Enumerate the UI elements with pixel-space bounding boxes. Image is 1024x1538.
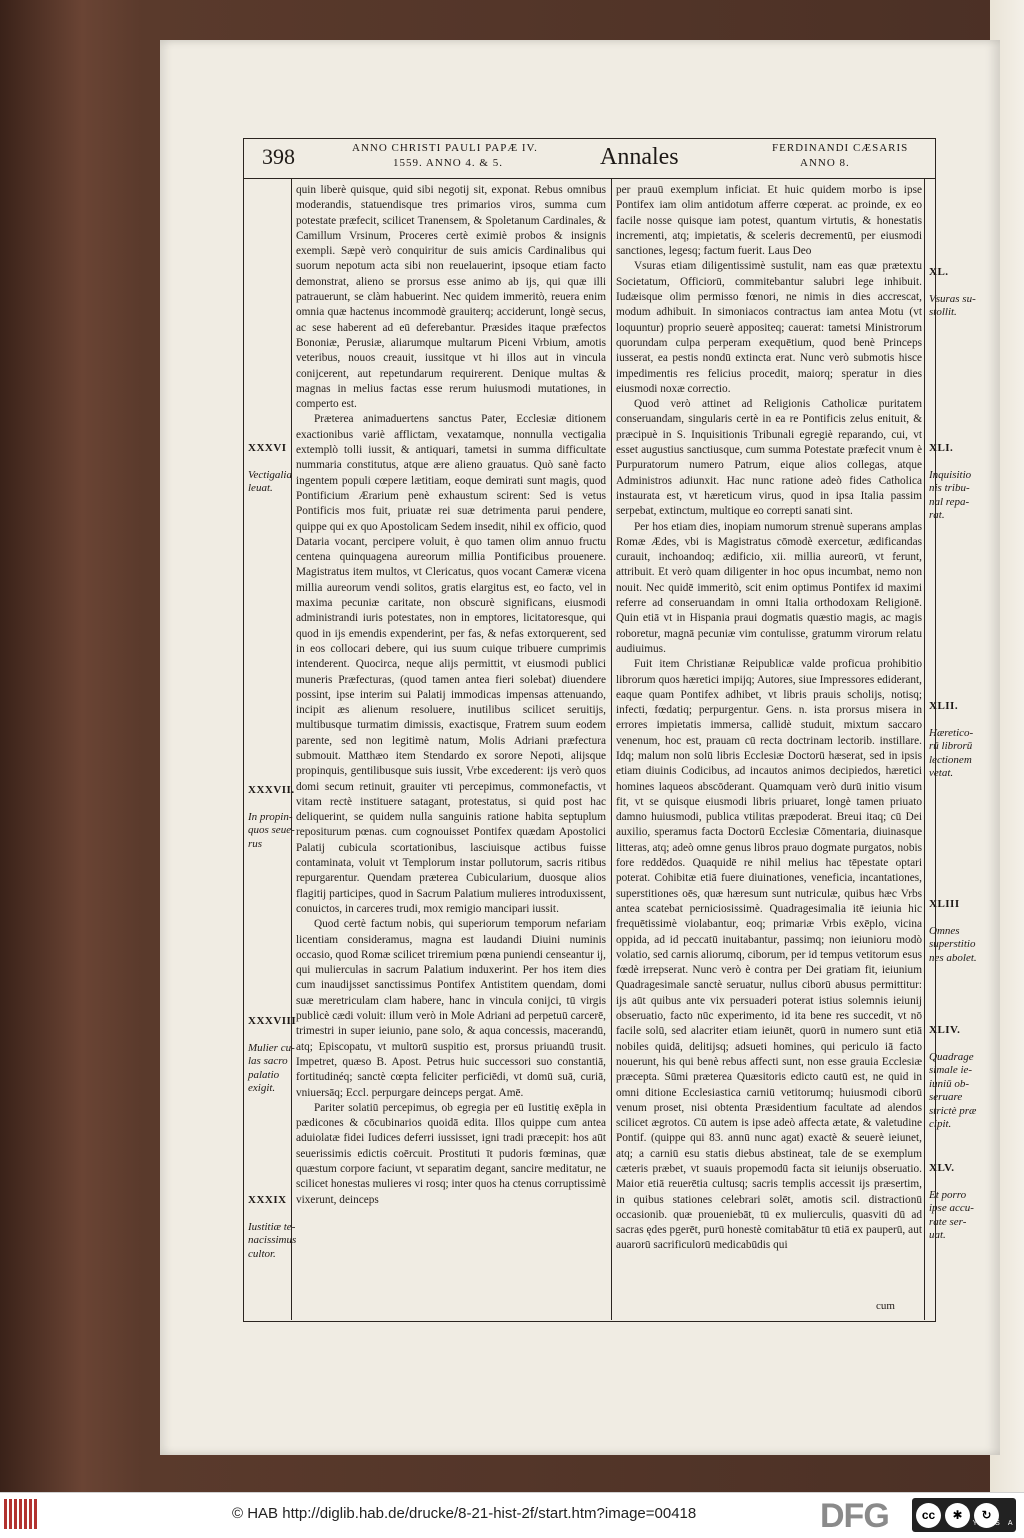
paragraph: Quod certè factum nobis, qui superiorum temporum nefariam licentiam consideramus, magna est laudandi Diuini numinis occasio, quod Romæ scilicet triremium pœna puniendi censeantur ij, qui mulierculas in sacrum Palatium induxerint. Per hos item dies cum inaudijsset sanctissimus Pontifex Antistitem quendam, domi suæ meretriculam clam habere, hanc in vincula conijci, tū virgis publicè cædi voluit: illum verò in Mole Adriani ad perpetuū carcerē, trimestri in super ieiunio, pane solo, & aqua concessis, macerandū, atq; Episcopatu, vt multorū suspitio est, prorsus priuandū trusit. Impetret, quæso B. Apost. Petrus huic successori suo constantiā, fortitudinéq; sanctè cœpta feliciter perficiēdi, vt domū suā, curiā, vniuersāq; Eccl. perpurgare deinceps pergat. Amē. [296,918,606,1099]
header-right-line2: ANNO 8. [800,157,850,169]
margin-note [929,686,973,781]
margin-note-number: XLI. [929,441,954,454]
catchword: cum [876,1300,895,1312]
right-margin-rule [924,178,925,1320]
margin-note-text: Vsuras su- stollit. [929,292,976,318]
margin-note-text: Hæretico- rū librorū lectionem vetat. [929,726,974,779]
margin-note-number: XXXVI [248,441,287,454]
margin-note [929,1010,976,1132]
dfg-logo[interactable]: DFG [820,1497,889,1535]
sa-icon: ↻ [974,1503,999,1528]
left-text-column [296,183,606,1293]
margin-note [929,1148,974,1243]
margin-note-text: Omnes superstitio nes abolet. [929,924,977,964]
margin-note [929,428,971,523]
header-right-line1: FERDINANDI CÆSARIS [772,142,909,154]
margin-note [248,770,295,851]
paragraph: Vsuras etiam diligentissimè sustulit, nam eas quæ prætextu Societatum, Officiorū, commitebantur salubri lege inhibuit. Iudæisque olim permisso fœnori, ne nimis in dies accrescat, modum adhibuit. In simoniacos contractus iam antea Motu (vt loquuntur) proprio seuerè appositeq; cauerat: tametsi Ministrorum quorundam culpa perperam exequētium, quod benè Princeps iusserat, ea pestis nondū extincta erat. Nunc verò submotis hisce impedimentis res felicius procedit, maiorq; speratur in dies eiusmodi noxæ correctio. [616,260,922,395]
margin-note-number: XLIV. [929,1023,961,1036]
by-icon: ✱ [945,1503,970,1528]
running-title: Annales [600,144,679,170]
right-text-column [616,183,922,1293]
margin-note-number: XXXVII. [248,783,295,796]
margin-note-text: Vectigalia leuat. [248,468,292,494]
page-number: 398 [262,144,295,169]
margin-note-text: Inquisitio nis tribu- nal repa- rat. [929,468,972,521]
margin-note [248,1001,296,1096]
margin-note-text: Iustitiæ te- nacissimus cultor. [248,1220,297,1260]
margin-note-text: Mulier cu- las sacro palatio exigit. [248,1041,295,1094]
paragraph: Pariter solatiū percepimus, ob egregia per eū Iustitię exēpla in pædicones & cōcubinarios quoidā edita. Illos quippe cum antea aduiolatæ fidei Iudices deferri iussisset, igni tradi præcepit: hos aūt seuerissimis edictis coērcuit. Prostituti īt pudoris fœminas, quæ quæstum corpore faciunt, vt separatim degant, sancire meditatur, ne scilicet honestas mulieres vi rosq; inter quos ha ctenus corruptissimè vixerunt, deinceps [296,1101,606,1206]
margin-note-number: XL. [929,265,949,278]
margin-note-text: In propin- quos seue- rus [248,810,295,850]
library-barcode-icon [4,1499,40,1529]
margin-note-number: XLV. [929,1161,955,1174]
paragraph: quin liberè quisque, quid sibi negotij sit, exponat. Rebus omnibus moderandis, statuendisque tres primarios viros, summa cum potestate præfecit, scilicet Tranensem, & Spoletanum Cardinales, & Camillum Vrsinum, Proceres certè eximiè probos & insignis exempli. Sæpè verò conquiritur de suis amicis Cardinalibus qui suorum nepotum acta sibi non reuelauerint, ipsoque etiam facto demonstrat, alieno se prorsus esse animo ab ijs, qui quæ illi patrauerunt, se clàm habuerint. Nec quidem immeritò, reuera enim omnia quæ hactenus incommodè grauiterq; acciderunt, longè secus, ac sese haberent ad eū deferebantur. Præsides itaque præfectos Bononiæ, Perusiæ, aliarumque multarum Piceni Vrbium, amotis veteribus, nouos creauit, iussitque vt hi illos aut in vincula conijcerent, aut repetundarum requirerent. Denique multas & magnas in melius factas esse rerum huiusmodi mutationes, in comperto est. [296,184,606,411]
header-left-line1: ANNO CHRISTI PAULI PAPÆ IV. [352,142,538,154]
margin-note-text: Et porro ipse accu- rate ser- uat. [929,1188,974,1241]
margin-note [929,884,977,965]
license-label: BY [960,1520,986,1527]
margin-note [248,1180,296,1261]
paragraph: Quod verò attinet ad Religionis Catholicæ puritatem conseruandam, singularis certè in ea re Pontificis zelus enituit, & præcipuè in S. Inquisitionis Tribunali egregiè reparando, cui, vt esset augustius sanctiusque, cum summa Potestate præfecit vnum è Purpuratorum numero Patrum, eique alios collegas, atque Administros adiunxit. Hac nunc ratione adeò fides Catholica instaurata est, vt hæreticum virus, quod in ipsa Italia passim serpebat, extinctum, multique eo correpti sanati sint. [616,398,922,518]
margin-note [929,252,976,320]
copyright-link[interactable]: © HAB http://diglib.hab.de/drucke/8-21-hist-2f/start.htm?image=00418 [232,1505,697,1522]
margin-note-number: XXXVIII [248,1014,297,1027]
margin-note-number: XXXIX [248,1193,287,1206]
header-left-line2: 1559. ANNO 4. & 5. [393,157,503,169]
paragraph: Fuit item Christianæ Reipublicæ valde proficua prohibitio librorum quos hæretici impijq; Autores, siue Impressores ediderant, eaque quam Pontifex adhibet, vt libris prauis scholijs, notisq; infecti, fœdatiq; perpurgentur. Gens. n. ista prorsus misera in errores impietatis immersa, callidè studuit, mixtum saccaro venenum, hoc est, prauam cū recta doctrinam lectorib. instillare. Idq; malum non solū libris Ecclesiæ Doctorū hæserat, sed in ipsis etiam diuinis Codicibus, ad incautos animos decipiedos, hæretici homines laqueos abscōderant. Quamquam verò durū initio visum fit, vt se quisque eiusmodi libris priuaret, longè tamen priuato damno huiusmodi, publica vtilitas præpoderat. Breui itaq; cū Dei auxilio, speramus facta Doctorū Ecclesiæ Cōmentaria, diuinasque litteras, atq; adeò omne genus libros prauo dogmate purgatos, nobis fore reddēdos. Quaquidē re nihil melius hac tēpestate optari poterat. Cohibitæ etiā fuere diuinationes, veneficia, incantationes, superstitiones oēs, quæ hæresum sunt nutriculæ, quibus hæc Vrbs antea scatebat perniciosissimè. Quadragesimalia itē ieiunia hic frequētissimè violabantur, eoq; primariæ Vrbis exēplo, vicina oppida, ad id peccatū inuitabantur, passimq; non ieiunioru modò volatio, sed carnis aliorumq, ciborum, per id tempus vetitorum esus fœdè irrepserat. Nunc verò è contra per Dei gratiam fit, ieiunium Quadragesimale sanctè seruatur, nullus ciborū abusus permittitur: ijs aūt quibus ante vix persuaderi poterat istius solemnis ieiunij obseruatio, facto nūc experimento, id ita bene res succedit, vt nō facile solū, sed alacriter etiam ieiunēt, quorū in numero sunt etiā nobiles quidā, delitijsq; adsueti homines, qui periculo iā facto nouerunt, his qui benè rebus affecti sunt, non esse grauia Ecclesiæ præcepta. Sūmi præterea Quæsitoris edicto cautū est, ne quid in omni ditione Ecclesiastica carniū vetitorumq; huiusmodi ciborū venum proset, nisi obtenta Præsidentium facultate ad alendos scilicet ægrotos. Cū autem is ipse adeò affecta ætate, & valetudine Pontif. (quippe qui 83. annū nunc agat) exactè & seuerè ieiunet, atq; a carniū esu statis diebus abstineat, tale de se exemplum cæteris præbet, vt suauis propemodū facta sit ieiunijs obseruatio. Maior etiā reuerētia cultusq; sacris templis accessit ijs præsertim, in quibus stationes celebrari solēt, amotis scil. distractionū occasionib. quæ proueniebāt, tū ex mulierculis, quasviti dū ad sacras ędes pgerēt, purū honestè comitabātur tū etiā ex pauperū, aut auarorū sacrificulorū medicabūdis qui [616,658,922,1252]
header-rule [243,178,935,179]
left-margin-rule [291,178,292,1320]
license-labels [960,1520,1021,1527]
cc-icon: cc [916,1503,941,1528]
paragraph: Præterea animaduertens sanctus Pater, Ecclesiæ ditionem exactionibus variè afflictam, vexatamque, nonnulla vectigalia extemplò tolli iussit, & antiquari, tametsi in summa difficultate nummaria constitutus, atque ære alieno grauatus. Quò sanè facto ingentem populi cœpere lætitiam, eoque demirati sunt magis, quod Pontificium Ærarium penè exhaustum scirent: Sed is vetus Pontificis mos fuit, priuatæ rei suæ detrimenta parui pendere, quippe qui ex quo Apostolicam Sedem insedit, nihil ex officio, quod Dataria vocant, percipere voluit, è quo tamen olim annuo fructu centena quinquagena aureorum millia Pontificibus prouenere. Magistratus item multos, vt Clericatus, quos vocant Cameræ vicena millia aureorum vendi solitos, gratis elargitus est, eo facto, vel in maxima pecuniæ caritate, non obscurè significans, eiusmodi administrandi iuris potestates, non in emptores, licitatoresque, qui quod in ijs emendis expenderint, per fas, & nefas extorquerent, sed in eos collocari debere, qui ius suum cuique tribuere cumprimis intenderent. Quocirca, neque alijs permittit, vt eiusmodi publici muneris Præfecturas, (quod tamen antea fieri solebat) diuendere possint, ipse interim sui Palatij immodicas impensas attenuando, incipit æs alienum resoluere, inutilibus scilicet seruitijs, multibusque turmatim dimissis, exactisque, Fratrem suum eodem parente, sed non legitimè natum, Molis Adriani præfectura submouit. Matthæo item Stendardo ex sorore Nepoti, alijsque propinquis, gentilibusque suis iussit, Vrbe excederent: ijs verò quos domi secum retinuit, grauiter vti percepimus, commonefactis, vt vitam rectè instituere satagant, protestatus, si quid post hac deliquerint, se quidem nulla sanguinis ratione habita septuplum repositurum pœnas. cum cognouisset Pontifex quædam Apostolici Palatij cubicula scortationibus, lasciuisque actibus fuisse contaminata, voluit vt Templorum instar pollutorum, sacris ritibus repurgarentur. Quendam præterea Cubicularium, duosque alios flagitij participes, quod in Sacrum Palatium mulieres introduxissent, conuictos, in carceres trudi, mox remigio mancipari iussit. [296,413,606,915]
paragraph: per prauū exemplum inficiat. Et huic quidem morbo is ipse Pontifex iam olim antidotum afferre cœperat. ac proinde, ex eo facile nosse quisque iam potest, quantum virtutis, & honestatis incrementi, atq; impietatis, & sceleris decrementū, per eiusmodi sanctiones, legesq; factum fuerit. Laus Deo [616,184,922,258]
margin-note-number: XLIII [929,897,960,910]
margin-note [248,428,292,496]
viewer-footer [0,1492,1024,1538]
column-rule [611,178,612,1320]
margin-note-text: Quadrage simale ie- iuniū ob- seruare strictè præ cipit. [929,1050,977,1130]
license-label: SA [995,1520,1021,1527]
margin-note-number: XLII. [929,699,959,712]
paragraph: Per hos etiam dies, inopiam numorum strenuè superans amplas Romæ Ædes, vbi is Magistratus cōmodè exercetur, ædificandas curauit, inchoandoq; ædificio, xii. millia aureorū, vt ferunt, attribuit. Et verò quam diligenter in hoc opus incumbat, nemo non nouit. Nec quidē immeritò, scit enim optimus Pontifex id maximi referre ad conseruandam in omni Italia orthodoxam Religionē. Quin etiā vt in Hispania praui dogmatis quæstio magis, ac magis roboretur, magnā pecuniæ vim contulisse, gratumm virorum relatu audiuimus. [616,520,922,655]
